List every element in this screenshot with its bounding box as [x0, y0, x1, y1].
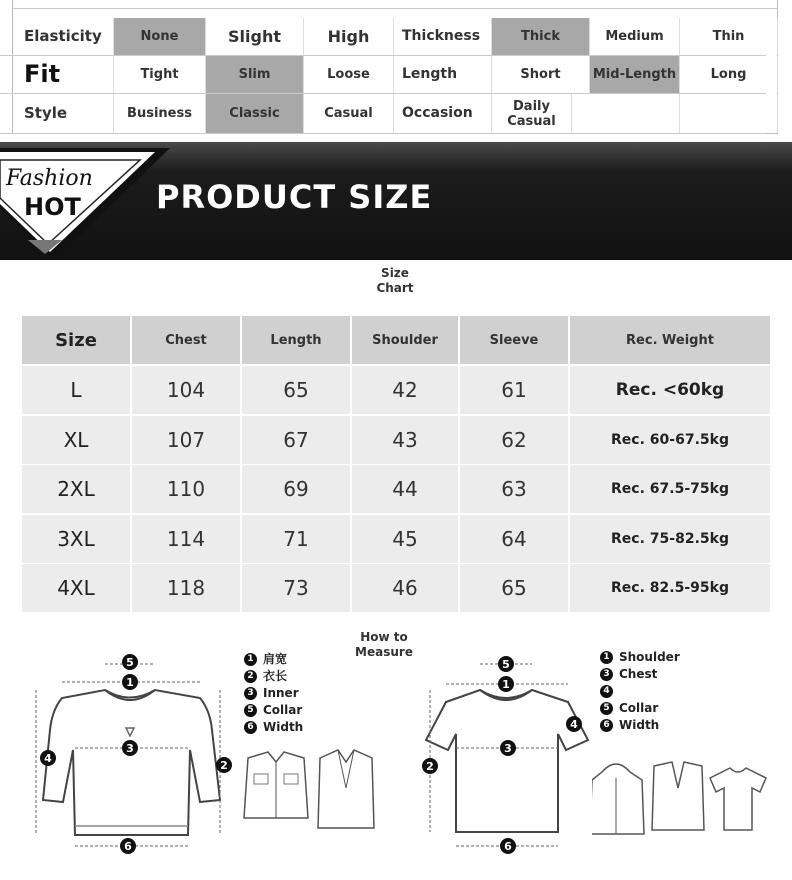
legend-text: Width [263, 720, 304, 734]
measure-point-2-icon [216, 757, 232, 773]
header-cell: Sleeve [460, 316, 570, 364]
measurement-cell: 69 [242, 465, 352, 513]
header-cell: Rec. Weight [570, 316, 772, 364]
svg-text:4: 4 [570, 718, 578, 731]
legend-item [244, 720, 303, 734]
number-badge-icon: 6 [244, 721, 257, 734]
attribute-option: Mid-Length [590, 56, 680, 93]
measurement-cell: 73 [242, 564, 352, 612]
legend-item [244, 703, 302, 717]
attribute-option: Short [492, 56, 590, 93]
number-badge-icon: 2 [244, 670, 257, 683]
svg-text:6: 6 [504, 840, 512, 853]
weight-cell: Rec. 60-67.5kg [570, 416, 772, 464]
svg-text:5: 5 [126, 656, 134, 669]
attribute-row [0, 94, 766, 134]
number-badge-icon: 4 [600, 685, 613, 698]
svg-text:4: 4 [44, 752, 52, 765]
legend-text: Width [619, 718, 660, 732]
table-row [22, 465, 772, 513]
attribute-option: Thin [680, 18, 778, 55]
header-cell: Length [242, 316, 352, 364]
measurement-cell: 104 [132, 366, 242, 414]
size-chart-caption-line1: Size [381, 266, 409, 280]
attribute-label: Elasticity [12, 18, 114, 55]
badge-hot-text: HOT [24, 193, 81, 221]
banner-title: PRODUCT SIZE [156, 178, 433, 216]
legend-item [244, 669, 287, 683]
svg-text:1: 1 [502, 678, 510, 691]
measurement-cell: 65 [242, 366, 352, 414]
hoodie-icon [592, 764, 644, 834]
measurement-cell: 42 [352, 366, 460, 414]
legend-item [600, 701, 658, 715]
sweater-diagram [30, 650, 240, 860]
table-row [22, 515, 772, 563]
header-cell: Size [22, 316, 132, 364]
measurement-cell: 62 [460, 416, 570, 464]
size-cell: 4XL [22, 564, 132, 612]
number-badge-icon: 3 [244, 687, 257, 700]
table-row [22, 564, 772, 612]
size-cell: 3XL [22, 515, 132, 563]
number-badge-icon: 3 [600, 668, 613, 681]
attribute-label: Fit [12, 56, 114, 93]
legend-text: 衣长 [263, 669, 288, 683]
header-cell: Shoulder [352, 316, 460, 364]
attribute-option: Medium [590, 18, 680, 55]
legend-text: 肩宽 [263, 652, 288, 666]
number-badge-icon: 1 [600, 651, 613, 664]
tshirt-point-6-icon [500, 838, 516, 854]
size-table-header [22, 316, 772, 364]
legend-item [600, 684, 619, 698]
attribute-option: Slight [206, 18, 304, 55]
garment-illustrations-right [592, 758, 772, 838]
svg-text:5: 5 [502, 658, 510, 671]
measurement-cell: 110 [132, 465, 242, 513]
measurement-cell: 61 [460, 366, 570, 414]
header-cell: Chest [132, 316, 242, 364]
attribute-option: Business [114, 94, 206, 133]
legend-text: Chest [619, 667, 658, 681]
measurement-cell: 114 [132, 515, 242, 563]
table-row [22, 416, 772, 464]
attribute-option: High [304, 18, 394, 55]
legend-text: Collar [619, 701, 659, 715]
attribute-option: Casual [304, 94, 394, 133]
blazer-icon [318, 750, 374, 828]
measure-point-4-icon [40, 750, 56, 766]
table-row [22, 366, 772, 414]
measurement-cell: 71 [242, 515, 352, 563]
measure-caption-line1: How to [360, 630, 408, 644]
measure-point-6-icon [120, 838, 136, 854]
measurement-cell: 67 [242, 416, 352, 464]
measure-point-1-icon [122, 674, 138, 690]
legend-item [244, 652, 287, 666]
attribute-row [0, 56, 766, 94]
number-badge-icon: 6 [600, 719, 613, 732]
attribute-label: Occasion [394, 94, 492, 133]
right-measure-legend [600, 650, 720, 750]
number-badge-icon: 5 [600, 702, 613, 715]
svg-text:3: 3 [504, 742, 512, 755]
attribute-label: Thickness [394, 18, 492, 55]
tshirt-point-3-icon [500, 740, 516, 756]
legend-text: Inner [263, 686, 299, 700]
tshirt-outline-icon [426, 690, 588, 832]
weight-cell: Rec. 82.5-95kg [570, 564, 772, 612]
attribute-option: Thick [492, 18, 590, 55]
measurement-cell: 65 [460, 564, 570, 612]
cardigan-icon [652, 762, 704, 830]
size-cell: 2XL [22, 465, 132, 513]
size-cell: L [22, 366, 132, 414]
measurement-cell: 118 [132, 564, 242, 612]
legend-item [600, 667, 657, 681]
measurement-cell: 63 [460, 465, 570, 513]
svg-text:6: 6 [124, 840, 132, 853]
attribute-label: Style [12, 94, 114, 133]
attribute-option: Classic [206, 94, 304, 133]
measure-point-5-icon [122, 654, 138, 670]
measurement-cell: 43 [352, 416, 460, 464]
measurement-cell: 64 [460, 515, 570, 563]
attribute-option: Long [680, 56, 778, 93]
measurement-cell: 46 [352, 564, 460, 612]
size-chart-caption [365, 266, 425, 296]
attribute-option: Daily Casual [492, 94, 572, 133]
attribute-option: None [114, 18, 206, 55]
attribute-option: Loose [304, 56, 394, 93]
number-badge-icon: 1 [244, 653, 257, 666]
attribute-option [590, 94, 680, 133]
size-chart-caption-line2: Chart [376, 281, 414, 295]
tshirt-point-4-icon [566, 716, 582, 732]
measure-caption-line2: Measure [355, 645, 413, 659]
measurement-cell: 44 [352, 465, 460, 513]
legend-item [600, 650, 680, 664]
attribute-option [680, 94, 778, 133]
legend-text: Shoulder [619, 650, 680, 664]
jacket-illustrations-left [238, 748, 378, 838]
badge-fashion-text: Fashion [6, 166, 93, 191]
weight-cell: Rec. 67.5-75kg [570, 465, 772, 513]
svg-text:3: 3 [126, 742, 134, 755]
svg-text:1: 1 [126, 676, 134, 689]
sweater-outline-icon [43, 690, 220, 835]
number-badge-icon: 5 [244, 704, 257, 717]
attribute-option: Slim [206, 56, 304, 93]
tee-icon [710, 768, 766, 830]
size-cell: XL [22, 416, 132, 464]
tshirt-point-2-icon [422, 758, 438, 774]
weight-cell: Rec. <60kg [570, 366, 772, 414]
tshirt-point-1-icon [498, 676, 514, 692]
tshirt-diagram [418, 650, 598, 860]
svg-text:2: 2 [426, 760, 434, 773]
left-measure-legend [244, 652, 364, 748]
legend-item [600, 718, 659, 732]
measure-point-3-icon [122, 740, 138, 756]
tshirt-point-5-icon [498, 656, 514, 672]
weight-cell: Rec. 75-82.5kg [570, 515, 772, 563]
legend-text: Collar [263, 703, 303, 717]
attribute-option: Tight [114, 56, 206, 93]
legend-item [244, 686, 299, 700]
measurement-cell: 107 [132, 416, 242, 464]
measurement-cell: 45 [352, 515, 460, 563]
svg-text:2: 2 [220, 759, 228, 772]
attribute-row [0, 18, 766, 56]
attribute-label: Length [394, 56, 492, 93]
